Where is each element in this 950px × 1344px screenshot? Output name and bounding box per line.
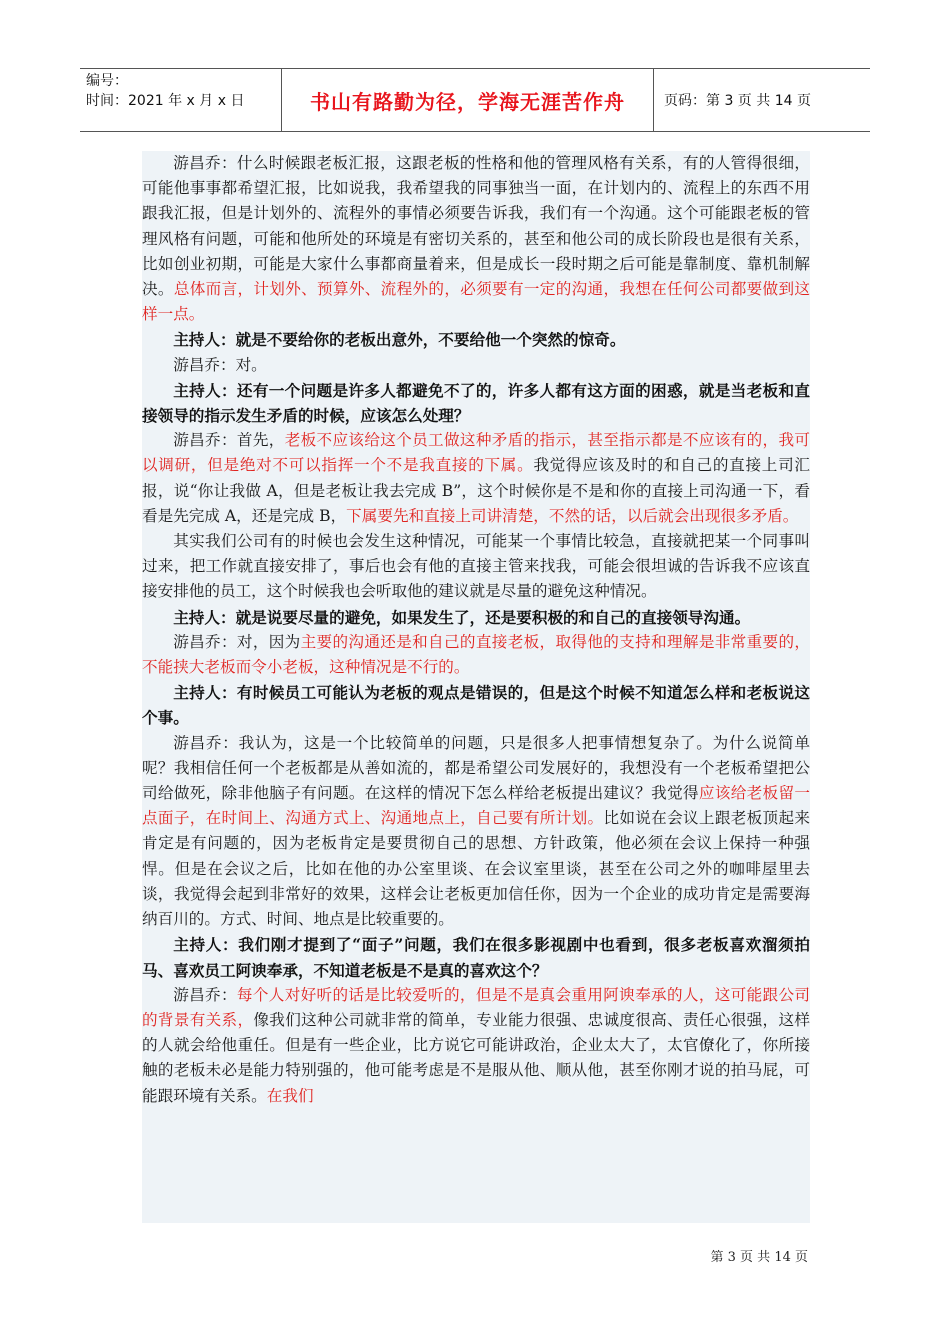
host-question-paragraph (142, 378, 810, 428)
text-run: 游昌乔：我认为，这是一个比较简单的问题，只是很多人把事情想复杂了。为什么说简单呢？我相信任何一个老板都是从善如流的，都是希望公司发展好的，我想没有一个老板希望把公司给做死，除非他脑子有问题。在这样的情况下怎么样给老板提出建议？我觉得 (142, 733, 810, 803)
body-paragraph (142, 428, 810, 529)
header-page-label: 页码：第 3 页 共 14 页 (664, 93, 811, 109)
highlighted-text: 每个人对好听的话是比较爱听的，但是不是真会重用阿谀奉承的人，这可能跟公司的背景有关系， (142, 985, 810, 1029)
document-body (142, 151, 810, 1223)
host-question-paragraph (142, 932, 810, 982)
text-run: 主持人：有时候员工可能认为老板的观点是错误的，但是这个时候不知道怎么样和老板说这个事。 (142, 683, 810, 728)
text-run: 游昌乔：对，因为 (173, 632, 301, 651)
highlighted-text: 在我们 (266, 1086, 314, 1105)
body-paragraph (142, 630, 810, 680)
text-run: 其实我们公司有的时候也会发生这种情况，可能某一个事情比较急，直接就把某一个同事叫过来，把工作就直接安排了，事后也会有他的直接主管来找我，可能会很坦诚的告诉我不应该直接安排他的员工，这个时候我也会听取他的建议就是尽量的避免这种情况。 (142, 532, 810, 601)
body-paragraph (142, 983, 810, 1109)
text-run: 主持人：就是说要尽量的避免，如果发生了，还是要积极的和自己的直接领导沟通。 (173, 607, 751, 627)
page-header (80, 68, 870, 132)
page-footer: 第 3 页 共 14 页 (710, 1250, 808, 1265)
header-meta (80, 69, 282, 131)
body-paragraph (142, 529, 810, 605)
header-motto: 书山有路勤为径，学海无涯苦作舟 (282, 69, 654, 131)
host-question-paragraph (142, 327, 810, 352)
highlighted-text: 总体而言，计划外、预算外、流程外的，必须要有一定的沟通，我想在任何公司都要做到这样一点。 (142, 280, 810, 324)
highlighted-text: 下属要先和直接上司讲清楚，不然的话，以后就会出现很多矛盾。 (346, 506, 799, 525)
highlighted-text: 主要的沟通还是和自己的直接老板，取得他的支持和理解是非常重要的，不能挟大老板而令小老板，这种情况是不行的。 (142, 632, 810, 677)
text-run: 像我们这种公司就非常的简单，专业能力很强、忠诚度很高、责任心很强，这样的人就会给他重任。但是有一些企业，比方说它可能讲政治，企业太大了，太官僚化了，你所接触的老板未必是能力特别强的，他可能考虑是不是服从他、顺从他，甚至你刚才说的拍马屁，可能跟环境有关系。 (142, 1010, 810, 1105)
text-run: 比如说在会议上跟老板顶起来肯定是有问题的，因为老板肯定是要贯彻自己的思想、方针政策，他必须在会议上保持一种强悍。但是在会议之后，比如在他的办公室里谈、在会议室里谈，甚至在公司之外的咖啡屋里去谈，我觉得会起到非常好的效果，这样会让老板更加信任你，因为一个企业的成功肯定是需要海纳百川的。方式、时间、地点是比较重要的。 (142, 809, 810, 929)
host-question-paragraph (142, 605, 810, 630)
text-run: 游昌乔：什么时候跟老板汇报，这跟老板的性格和他的管理风格有关系，有的人管得很细，可能他事事都希望汇报，比如说我，我希望我的同事独当一面，在计划内的、流程上的东西不用跟我汇报，但是计划外的、流程外的事情必须要告诉我，我们有一个沟通。这个可能跟老板的管理风格有问题，可能和他所处的环境是有密切关系的，甚至和他公司的成长阶段也是很有关系，比如创业初期，可能是大家什么事都商量着来，但是成长一段时期之后可能是靠制度、靠机制解决。 (142, 154, 810, 299)
text-run: 我觉得应该及时的和自己的直接上司汇报，说“你让我做 A，但是老板让我去完成 B”，这个时候你是不是和你的直接上司沟通一下，看看是先完成 A，还是完成 B， (142, 456, 810, 525)
highlighted-text: 应该给老板留一点面子，在时间上、沟通方式上、沟通地点上，自己要有所计划。 (142, 784, 810, 828)
text-run: 游昌乔： (173, 985, 237, 1004)
text-run: 游昌乔：首先， (173, 431, 285, 450)
text-run: 主持人：就是不要给你的老板出意外，不要给他一个突然的惊奇。 (173, 330, 626, 350)
host-question-paragraph (142, 680, 810, 730)
highlighted-text: 老板不应该给这个员工做这种矛盾的指示，甚至指示都是不应该有的，我可以调研，但是绝对不可以指挥一个不是我直接的下属。 (142, 431, 810, 475)
body-paragraph (142, 151, 810, 327)
text-run: 主持人：我们刚才提到了“面子”问题，我们在很多影视剧中也看到，很多老板喜欢溜须拍马、喜欢员工阿谀奉承，不知道老板是不是真的喜欢这个？ (142, 935, 810, 980)
doc-number-label: 编号： (86, 73, 128, 89)
text-run: 游昌乔：对。 (173, 355, 267, 374)
doc-time-label: 时间：2021 年 x 月 x 日 (86, 93, 245, 109)
text-run: 主持人：还有一个问题是许多人都避免不了的，许多人都有这方面的困惑，就是当老板和直接领导的指示发生矛盾的时候，应该怎么处理？ (142, 380, 810, 426)
body-paragraph (142, 731, 810, 933)
body-paragraph (142, 353, 810, 378)
